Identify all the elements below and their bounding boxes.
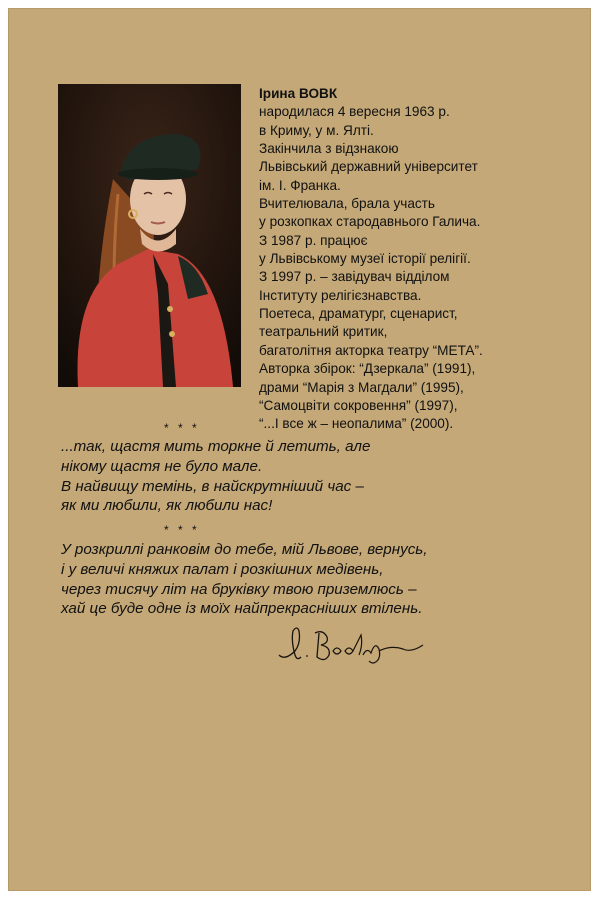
bio-line: ім. І. Франка. [259,177,341,193]
poem-line: через тисячу літ на бруківку твою приземлюсь – [61,580,417,598]
author-signature [271,621,431,669]
author-portrait-photo [58,84,241,387]
bio-line: Авторка збірок: “Дзеркала” (1991), [259,361,476,377]
bio-line: “...І все ж – неопалима” (2000). [259,416,454,432]
poem-line: В найвищу темінь, в найскрутніший час – [61,477,364,495]
poem-line: хай це буде одне із моїх найпрекрасніших втілень. [61,600,423,618]
bio-line: у розкопках стародавнього Галича. [259,214,481,230]
bio-line: Інституту релігієзнавства. [259,287,422,303]
bio-line: драми “Марія з Магдали” (1995), [259,379,464,395]
bio-line: у Львівському музеї історії релігії. [259,251,471,267]
bio-line: “Самоцвіти сокровення” (1997), [259,397,458,413]
poem-stanza-1 [61,437,581,516]
bio-line: Закінчила з відзнакою [259,141,399,157]
bio-line: народилася 4 вересня 1963 р. [259,104,450,120]
poem-line: як ми любили, як любили нас! [61,497,273,515]
bio-line: З 1997 р. – завідувач відділом [259,269,450,285]
bio-line: Вчителювала, брала участь [259,196,435,212]
bio-line: театральний критик, [259,324,388,340]
poem-line: У розкриллі ранковім до тебе, мій Львове, вернусь, [61,541,428,558]
bio-line: в Криму, у м. Ялті. [259,122,374,138]
poem-line: ...так, щастя мить торкне й летить, але [61,438,371,455]
author-bio [259,85,589,434]
separator-stars: * * * [164,421,200,435]
bio-line: Поетеса, драматург, сценарист, [259,306,458,322]
poem-line: нікому щастя не було мале. [61,457,263,475]
bio-line: Львівський державний університет [259,159,478,175]
author-name: Ірина ВОВК [259,86,338,101]
poem-stanza-2 [61,540,581,619]
book-back-cover [8,8,591,891]
separator-stars: * * * [164,523,200,537]
bio-line: багатолітня акторка театру “МЕТА”. [259,342,483,358]
poem-line: і у величі княжих палат і розкішних медівень, [61,560,384,578]
bio-line: З 1987 р. працює [259,232,368,248]
